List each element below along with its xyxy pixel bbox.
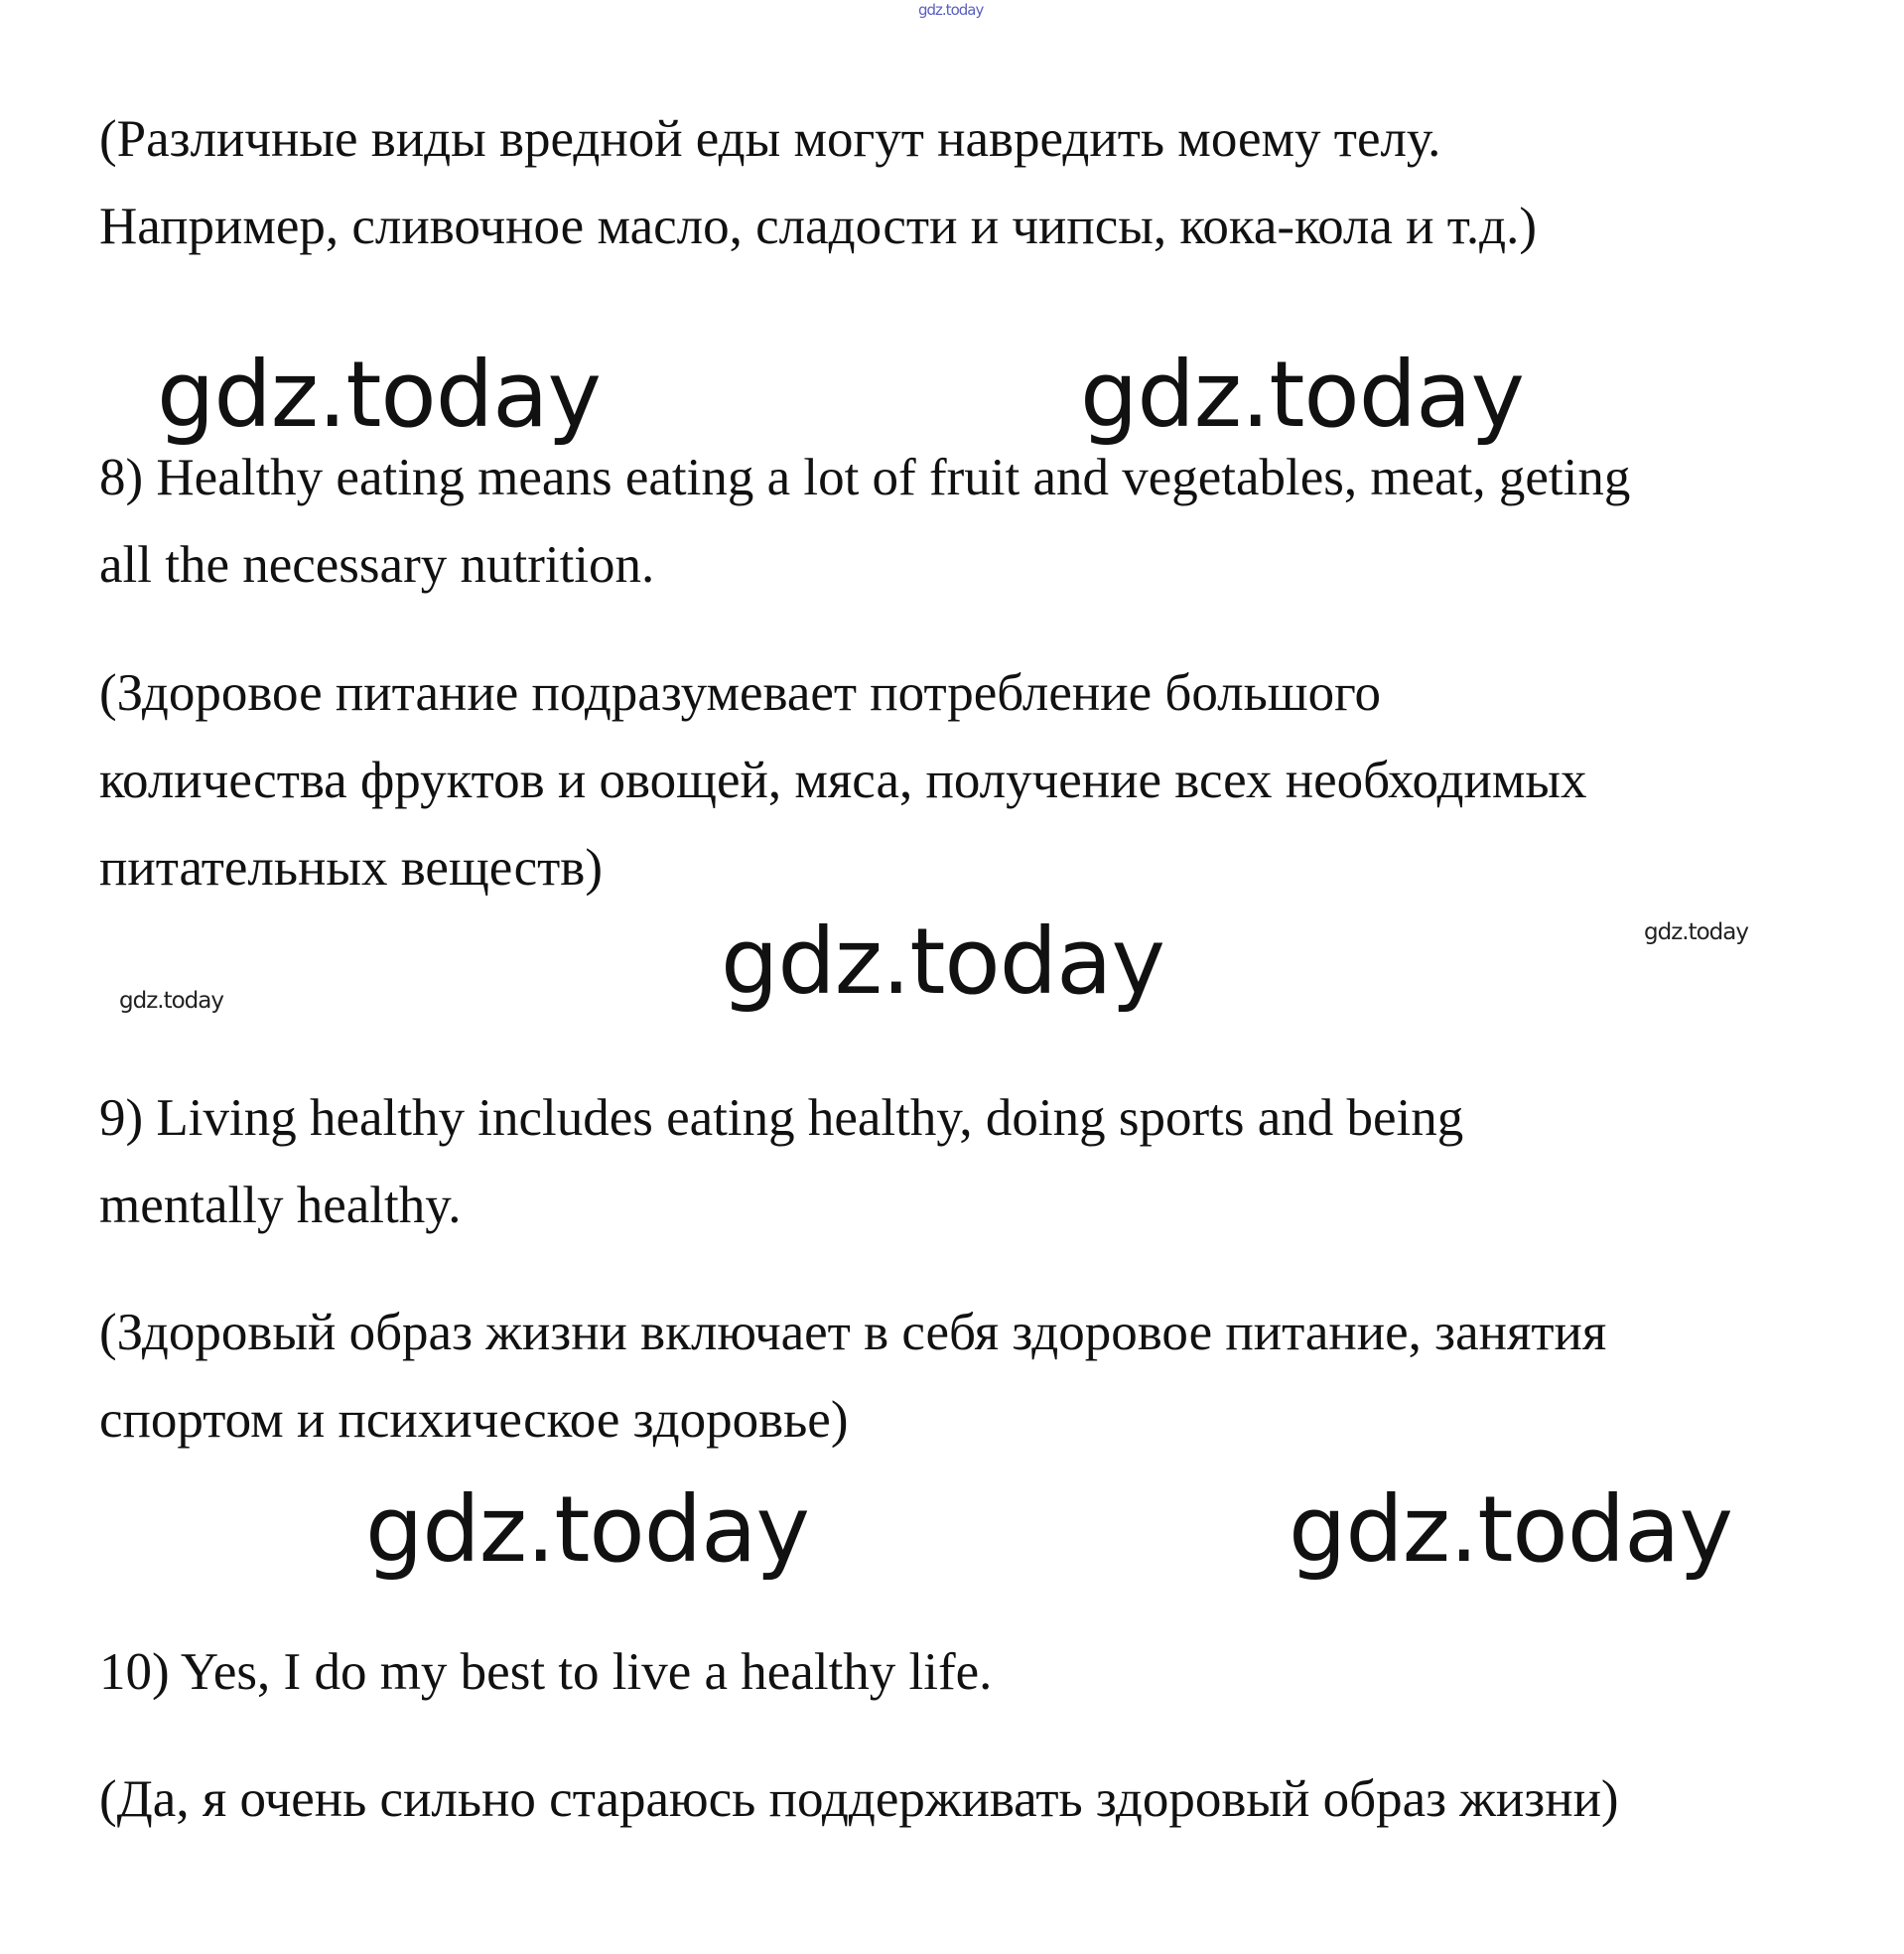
answer-8-translation: (Здоровое питание подразумевает потребление большого количества фруктов и овощей, мяса, получение всех необходимых питательных веществ): [99, 664, 1587, 897]
answer-7-translation: (Различные виды вредной еды могут навредить моему телу. Например, сливочное масло, сладости и чипсы, кока-кола и т.д.): [99, 110, 1538, 255]
answer-10: 10) Yes, I do my best to live a healthy life.: [99, 1643, 993, 1701]
answer-9-translation: (Здоровый образ жизни включает в себя здоровое питание, занятия спортом и психическое здоровье): [99, 1304, 1607, 1449]
answer-8: 8) Healthy eating means eating a lot of fruit and vegetables, meat, geting all the necessary nutrition.: [99, 449, 1631, 594]
watermark-small: gdz.today: [119, 988, 223, 1014]
answer-9: 9) Living healthy includes eating healthy, doing sports and being mentally healthy.: [99, 1089, 1464, 1234]
watermark-large: gdz.today: [1080, 342, 1524, 448]
watermark-small: gdz.today: [1644, 919, 1748, 945]
watermark-large: gdz.today: [721, 908, 1164, 1015]
watermark-large: gdz.today: [365, 1476, 809, 1583]
answer-10-translation: (Да, я очень сильно стараюсь поддерживать здоровый образ жизни): [99, 1770, 1619, 1828]
header-watermark: gdz.today: [918, 1, 984, 19]
watermark-large: gdz.today: [157, 342, 601, 448]
watermark-large: gdz.today: [1289, 1476, 1732, 1583]
